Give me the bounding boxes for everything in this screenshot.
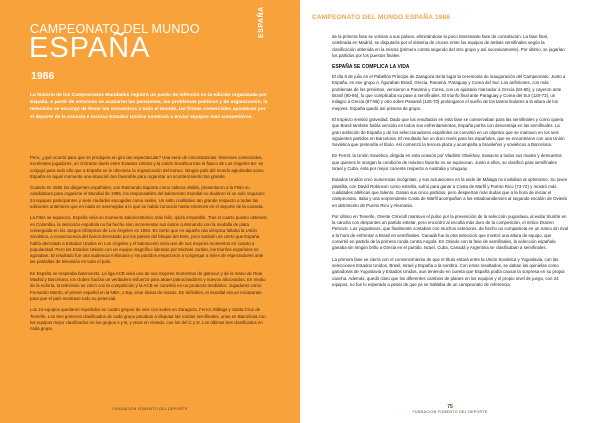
running-header-prefix: CAMPEONATO DEL MUNDO: [312, 14, 406, 21]
left-footer: FUNDACIÓN FOMENTO DEL DEPORTE: [112, 407, 188, 411]
body-paragraph: Pero, ¿qué ocurrió para que se produjera un giro tan espectacular? Una serie de circunstancias -intereses comerciales, excelentes jugadores, un chirrante duelo entre Estados Unidos y la Unión Soviética tras el fiasco de Los Ángeles-84- se conjugó para todo ello que a España se le ofreciese la organización del torneo. Ningún país del mundo aglutinaba como España en aquel momento una situación tan favorable para organizar un acontecimiento tan grande.: [30, 155, 264, 179]
lead-paragraph: La historia de los Campeonatos Mundiales registró un punto de inflexión en la edición organizada por España. A partir de entonces se acabaron las pensiones, los problemas políticos y de organización, la televisión se encargó de llevar los encuentros a todo el mundo, las firmas comerciales apostaron por el deporte de la canasta e incluso Estados Unidos comenzó a enviar equipos más competitivos.: [30, 93, 268, 120]
running-header: [312, 14, 450, 21]
right-body-text: [332, 34, 568, 293]
chapter-header-line: CAMPEONATO DEL MUNDO: [30, 22, 200, 36]
right-footer: [300, 404, 600, 414]
body-paragraph: de la primera fase se volvían a sus países, eliminándose la poco interesante fase de consolación. La fase final, celebrada en Madrid, se disputaría por el sistema de cruces entre los equipos de ambas semifinales según la clasificación obtenida en la misma (primero contra segundo del otro grupo y así sucesivamente). Por último, se jugarían los partidos por los puestos finales.: [332, 34, 565, 58]
right-page: [300, 0, 600, 423]
section-heading: ESPAÑA SE COMPLICA LA VIDA: [332, 64, 410, 71]
body-paragraph: Estados Unidos creó numerosas incógnitas, y sus actuaciones en la sede de Málaga no invitaban al optimismo. Su joven plantilla, con David Robinson como estrella, sufrió para ganar a Costa de Marfil y Puerto Rico (73-72) y mostró más cualidades atléticas que talento. Ganan sus cinco partidos, pero despiertan más dudas que a la hora de iniciar el campeonato. Italia y una sorprendente Costa de Marfil acompañan a los estadounidenses al segundo escalón de Oviedo en detrimento de Puerto Rico y Alemania.: [332, 177, 568, 208]
body-paragraph: En España se respiraba baloncesto. La liga ACB vivía uno de sus mejores momentos de glamour y de la mano de Real Madrid y Barcelona, los clubes hacían un verdadero esfuerzo para atraer patrocinadores y nuevos aficionados. En medio de la euforia, la televisión se volcó con la competición y la ACB se convirtió en un producto mediático. Jugadores como Fernando Martín, el primer español en la NBA, o Epi, eran ídolos de masas. En definitiva, el mundial era un escaparate para que el país mostrase todo su potencial.: [30, 270, 266, 301]
body-paragraph: El día 5 de julio en el Pabellón Príncipe de Zaragoza tenía lugar la ceremonia de inauguración del Campeonato. Junto a España, en ese grupo A, figuraban Brasil, Grecia, Panamá, Paraguay y Corea del Sur. Los anfitriones, con más problemas de los previstos, vencieron a Panamá y Corea, con un ajustado marcador a Grecia (84-80), y cayeron ante Brasil (90-86), lo que complicaba su pase a semifinales. El triunfo final ante Paraguay y Corea del Sur (120-73), un milagro a Grecia (87-86) y otro sobre Panamá (125-70) prolongaron el sueño de los tantos titulares a la altura de los mejores. España quedó así primera de grupo.: [332, 74, 566, 111]
body-paragraph: Cuando en 1982 los dirigentes españoles, con Raimundo Saporta como cabeza visible, presentaron a la FIBA su candidatura para organizar el Mundial de 1986, los responsables del baloncesto mundial no dudaron ni un solo segundo: 24 equipos participantes y siete ciudades escogidas como sedes. Un salto cualitativo tan grande respecto a todas las ediciones anteriores que en nada se asemejaba a lo que se había conocido hasta entonces en el deporte de la canasta.: [30, 185, 266, 210]
body-paragraph: La FIBA se equivocó. España vivía su momento baloncestístico más feliz, quizá irrepetible. Tras el cuarto puesto obtenido en Colombia, la selección española no ha hecho sino incrementar sus éxitos culminando con la medalla de plata conseguida en los Juegos Olímpicos de Los Ángeles en 1984. Es cierto que en aquella cita olímpica faltaba la Unión Soviética, a consecuencia del boicot decretado por los países del bloque del Este, pero también es cierto que España había derrotado a Estados Unidos en Los Ángeles y el baloncesto vivía uno de sus mejores momentos en cuanto a popularidad. Pero los Estados Unidos con un equipo magnífico liderado por Michael Jordan, los triunfos españoles se agotaban. El resultado fue una audiencia millonaria y los partidos empezaron a congregar a miles de espectadores ante las pantallas de televisión en todo el país.: [30, 215, 267, 265]
vertical-side-tag: ESPAÑA: [258, 6, 265, 38]
footer-publisher: FUNDACIÓN FOMENTO DEL DEPORTE: [412, 410, 488, 414]
left-body-text: [30, 155, 270, 337]
body-paragraph: El tropiezo revistió gravedad. Dado que los resultados en esta fase se conservaban para las semifinales y como quiera que Brasil también había vencido en todos sus enfrentamientos, España partía con desventaja en las semifinales. La gran ambición de España y de los seleccionadores españoles se convirtió en un objetivo que se mantuvo en los seis siguientes partidos en Barcelona. El resultado fue un duro revés para los españoles, que se encontraron con una Unión Soviética que pretendía el título. Así comenzó la tercera plaza y acompaña a brasileños y soviéticos a Barcelona.: [332, 116, 565, 148]
chapter-year: 1986: [31, 70, 55, 82]
chapter-title: ESPAÑA: [29, 32, 151, 64]
body-paragraph: En Ferrol, la Unión Soviética, dirigida en esta ocasión por Vladimir Obukhov, masacra a todos sus rivales y demuestra que quienes le otorgan la condición de máximo favorito no se equivocan. Junto a ellos, se clasificó para semifinales Israel y Cuba, ésta por mejor cociente respecto a Australia y Uruguay.: [332, 153, 562, 172]
page-number: 75: [447, 404, 453, 410]
body-paragraph: Los 24 equipos quedaron repartidos en cuatro grupos de seis con sedes en Zaragoza, Ferrol, Málaga y Santa Cruz de Tenerife. Los tres primeros clasificados de cada grupo pasaban a disputar las rondas semifinales, unas en Barcelona con los equipos mejor clasificados en los grupos A y B, y otras en Oviedo, con los del C y D. Los últimos tres clasificados en cada grupo: [30, 307, 266, 332]
running-header-year: 1986: [432, 14, 451, 21]
body-paragraph: Por último en Tenerife, Oreste Crinicoll mantuvo el pulso por la prevención de la selección yugoslava, al evitar triunfar en la cancha con despuntes un partido estelar, pero encontró al escolta más duro de la competición, el mítico Drazen Petrovic. Los yugoslavos, que finalmente contaban con muchos exteriores, de hecho un compatriota en un tramo sin rival a la hora de enfrentar a Brasil en semifinales. Canadá fue la otra selección que mostró una altura de equipo, que convirtió en partido de la primera ronda contra Angola. En Oviedo con la fase de semifinales, la selección española ganaba sin ningún brillo a Grecia en el partido. Israel, Cuba, Canadá y Argentina se clasificaban a semifinales.: [332, 213, 569, 251]
body-paragraph: La primera fase se cierra con el convencimiento de que el título estará entre la Unión Soviética y Yugoslavia, con las selecciones Estados Unidos, Brasil, Israel y España a la sombra. Con estos resultados, se daban las quinielas como ganadoras de Yugoslavia y Estados Unidos, aun teniendo en cuenta que España podía causar la sorpresa en su propia cancha. Además, quedó claro que los diferentes cambios de planes en los equipos y el propio nivel de juego, con 24 equipos, no fue lo esperado a pesar de que ya se hablaba de un campeonato de referencia.: [332, 256, 565, 287]
running-header-country: ESPAÑA: [405, 14, 433, 21]
